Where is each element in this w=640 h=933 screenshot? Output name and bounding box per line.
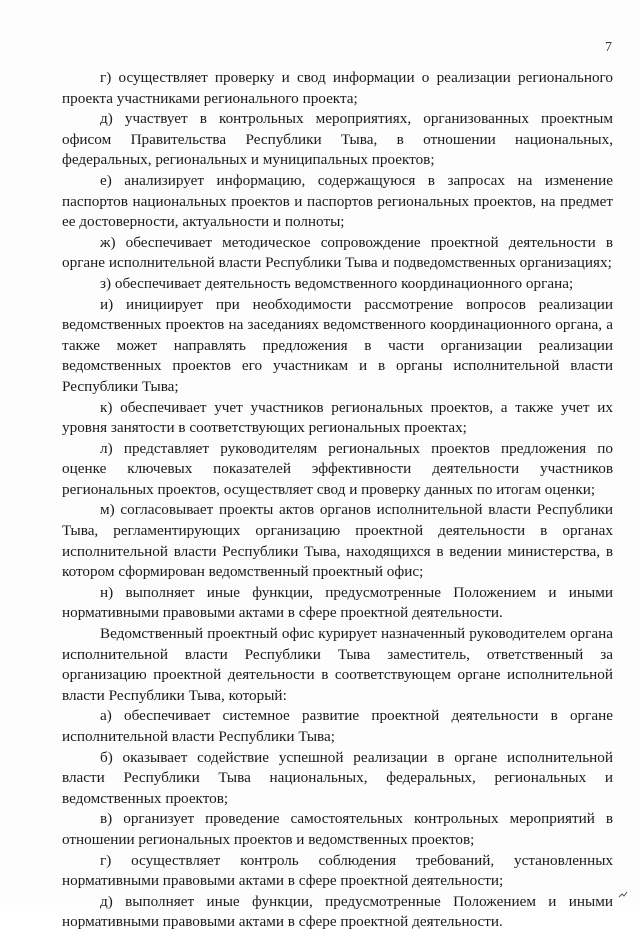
paragraph-curator-d: д) выполняет иные функции, предусмотренные Положением и иными нормативными правовыми актами в сфере проектной деятельности.: [62, 892, 613, 931]
paragraph-item-d: д) участвует в контрольных мероприятиях, организованных проектным офисом Правительства Республики Тыва, в отношении национальных, федеральных, региональных и муниципальных проектов;: [62, 110, 613, 169]
paragraph-item-zh: ж) обеспечивает методическое сопровождение проектной деятельности в органе исполнительной власти Республики Тыва и подведомственных организациях;: [62, 233, 613, 272]
paragraph-item-n: н) выполняет иные функции, предусмотренные Положением и иными нормативными правовыми актами в сфере проектной деятельности.: [62, 583, 613, 622]
paragraph-item-k: к) обеспечивает учет участников региональных проектов, а также учет их уровня занятости в соответствующих региональных проектах;: [62, 398, 613, 437]
paragraph-item-g: г) осуществляет проверку и свод информации о реализации регионального проекта участниками регионального проекта;: [62, 69, 613, 107]
paragraph-curator-b: б) оказывает содействие успешной реализации в органе исполнительной власти Республики Тыва национальных, федеральных, региональных и ведомственных проектов;: [62, 748, 613, 807]
paragraph-curator-a: а) обеспечивает системное развитие проектной деятельности в органе исполнительной власти Республики Тыва;: [62, 707, 613, 745]
paragraph-curator-g: г) осуществляет контроль соблюдения требований, установленных нормативными правовыми актами в сфере проектной деятельности;: [62, 851, 613, 890]
scan-artifact-mark: [618, 891, 628, 899]
paragraph-curator-v: в) организует проведение самостоятельных контрольных мероприятий в отношении региональных проектов и ведомственных проектов;: [62, 810, 613, 848]
paragraph-item-l: л) представляет руководителям региональных проектов предложения по оценке ключевых показателей эффективности деятельности участников региональных проектов, осуществляет свод и проверку данных по итогам оценки;: [62, 439, 613, 498]
paragraph-curator-intro: Ведомственный проектный офис курирует назначенный руководителем органа исполнительной власти Республики Тыва заместитель, ответственный за организацию проектной деятельности в соответствующем органе исполнительной власти Республики Тыва, который:: [62, 625, 613, 704]
paragraph-item-i: и) инициирует при необходимости рассмотрение вопросов реализации ведомственных проектов на заседаниях ведомственного координационного органа, а также может направлять предложения в части организации реализации ведомственных проектов его участникам и в органы исполнительной власти Республики Тыва;: [62, 295, 613, 395]
page-number: 7: [605, 40, 612, 55]
paragraph-item-m: м) согласовывает проекты актов органов исполнительной власти Республики Тыва, регламентирующих организацию проектной деятельности в органах исполнительной власти Республики Тыва, находящихся в ведении министерства, в котором сформирован ведомственный проектный офис;: [62, 501, 613, 581]
paragraph-item-e: е) анализирует информацию, содержащуюся в запросах на изменение паспортов национальных проектов и паспортов региональных проектов, на предмет ее достоверности, актуальности и полноты;: [62, 171, 613, 231]
paragraph-item-z: з) обеспечивает деятельность ведомственного координационного органа;: [100, 274, 574, 292]
document-body: [62, 68, 613, 933]
